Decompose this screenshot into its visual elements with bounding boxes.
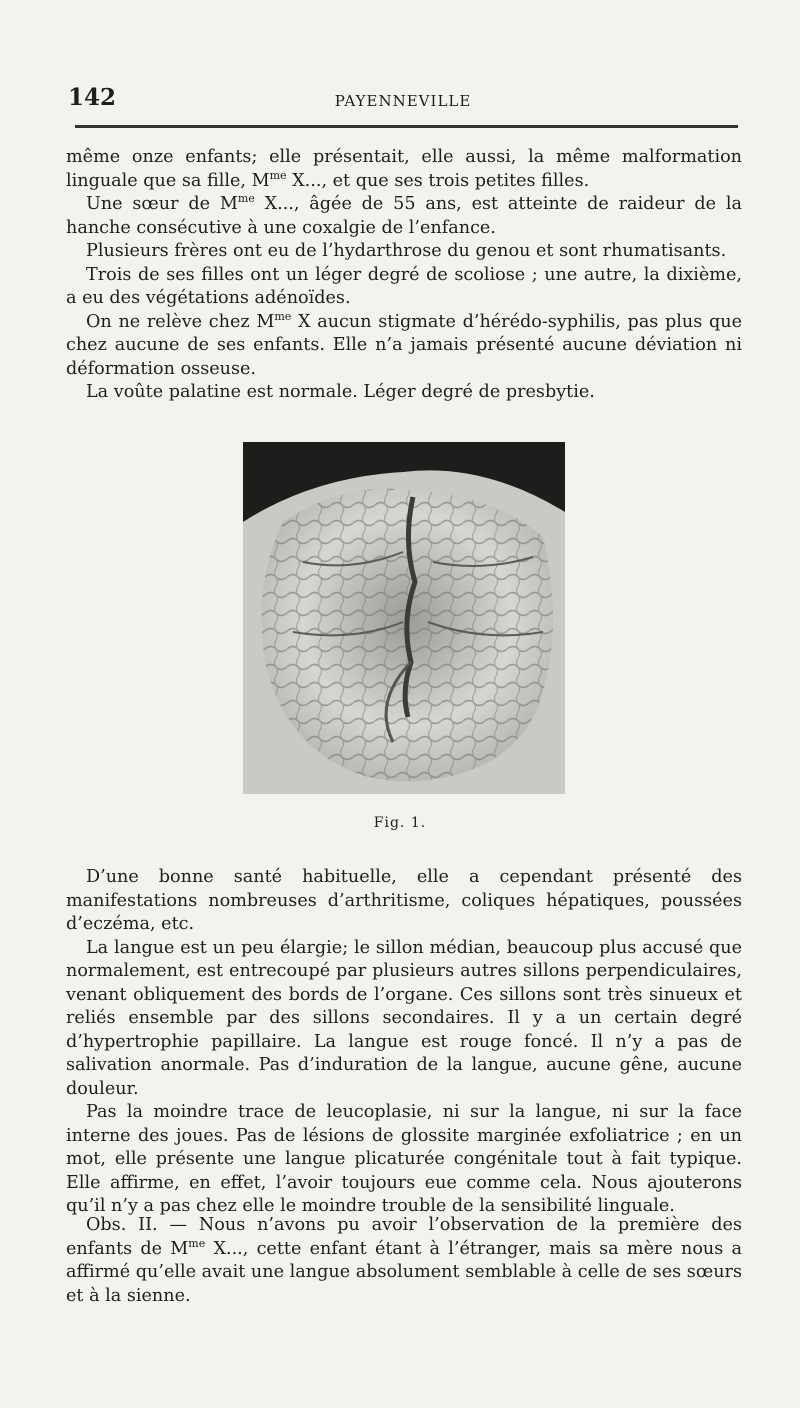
paragraph: On ne relève chez $M^{me}$ X aucun stigmate d’hérédo-syphilis, pas plus que chez aucune de ses enfants. Elle n’a jamais présenté aucune déviation ni déformation osseuse. bbox=[66, 309, 742, 379]
text-block-top bbox=[66, 146, 742, 405]
page-header bbox=[68, 84, 738, 114]
tongue-illustration bbox=[243, 442, 565, 794]
paragraph: La voûte palatine est normale. Léger degré de presbytie. bbox=[86, 382, 595, 402]
page-number: 142 bbox=[68, 84, 117, 111]
figure-caption: Fig. 1. bbox=[373, 815, 427, 831]
paragraph: Pas la moindre trace de leucoplasie, ni sur la langue, ni sur la face interne des joues. Pas de lésions de glossite marginée exfoliatrice ; en un mot, elle présente une langue plicaturée congénitale tout à fait typique. Elle affirme, en effet, l’avoir toujours eue comme cela. Nous ajouterons qu’il n’y a pas chez elle le moindre trouble de la sensibilité linguale. bbox=[66, 1102, 742, 1216]
running-head: PAYENNEVILLE bbox=[334, 92, 472, 110]
text-block-middle bbox=[66, 866, 742, 1219]
paragraph: Obs. II. — Nous n’avons pu avoir l’observation de la première des enfants de $M^{me}$ X..., cette enfant étant à l’étranger, mais sa mère nous a affirmé qu’elle avait une langue absolument semblable à celle de ses sœurs et à la sienne. bbox=[66, 1215, 742, 1306]
header-rule bbox=[75, 125, 738, 128]
paragraph: Une sœur de $M^{me}$ X..., âgée de 55 ans, est atteinte de raideur de la hanche consécutive à une coxalgie de l’enfance. bbox=[66, 192, 742, 238]
tongue-photograph bbox=[243, 442, 565, 794]
paragraph: même onze enfants; elle présentait, elle aussi, la même malformation linguale que sa fille, $M^{me}$ X..., et que ses trois petites filles. bbox=[66, 147, 742, 191]
paragraph: Plusieurs frères ont eu de l’hydarthrose du genou et sont rhumatisants. bbox=[86, 241, 727, 261]
paragraph: D’une bonne santé habituelle, elle a cependant présenté des manifestations nombreuses d’arthritisme, coliques hépatiques, poussées d’eczéma, etc. bbox=[66, 867, 742, 934]
text-block-observation bbox=[66, 1214, 742, 1308]
paragraph: Trois de ses filles ont un léger degré de scoliose ; une autre, la dixième, a eu des végétations adénoïdes. bbox=[66, 264, 742, 308]
paragraph: La langue est un peu élargie; le sillon médian, beaucoup plus accusé que normalement, est entrecoupé par plusieurs autres sillons perpendiculaires, venant obliquement des bords de l’organe. Ces sillons sont très sinueux et reliés ensemble par des sillons secondaires. Il y a un certain degré d’hypertrophie papillaire. La langue est rouge foncé. Il n’y a pas de salivation anormale. Pas d’induration de la langue, aucune gêne, aucune douleur. bbox=[66, 937, 742, 1099]
